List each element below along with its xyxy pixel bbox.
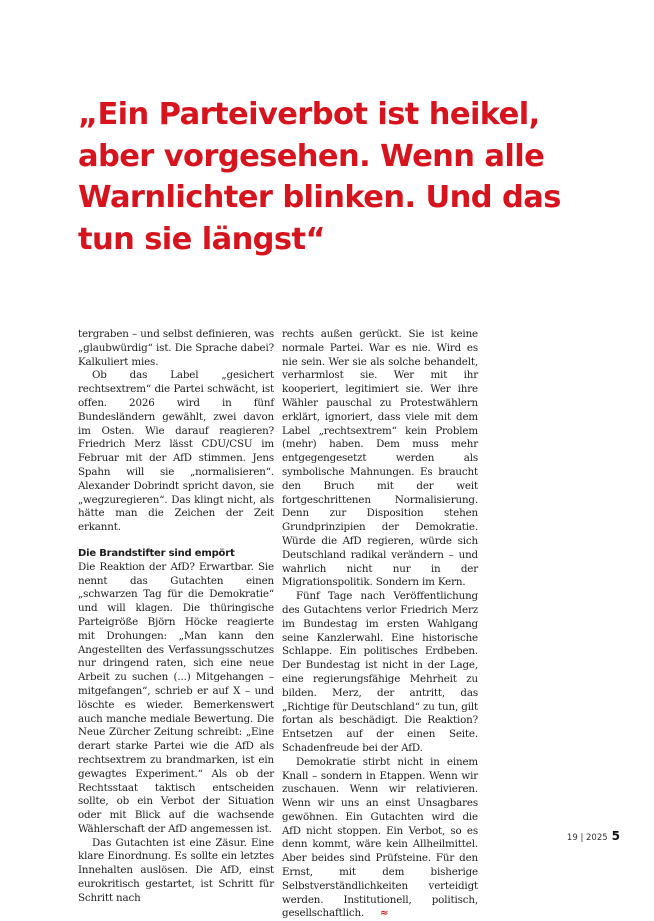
final-paragraph-text: Demokratie stirbt nicht in einem Knall – sondern in Etappen. Wenn wir zuschauen. Wenn wir relativieren. Wenn wir uns an einst Unsagbares gewöhnen. Ein Gutachten wird die AfD nicht stoppen. Ein Verbot, so es denn kommt, wäre kein Allheilmittel. Aber beides sind Prüfsteine. Für den Ernst, mit dem bisherige Selbstverständlichkeiten verteidigt werden. Institutionell, politisch, gesellschaftlich. — [282, 755, 478, 920]
body-paragraph: Ob das Label „gesichert rechtsextrem“ die Partei schwächt, ist offen. 2026 wird in fünf Bundesländern gewählt, zwei davon im Osten. Wie darauf reagieren? Friedrich Merz lässt CDU/CSU im Februar mit der AfD stimmen. Jens Spahn will sie „normalisieren“. Alexander Dobrindt spricht davon, sie „wegzuregieren“. Das klingt nicht, als hätte man die Zeichen der Zeit erkannt. — [78, 369, 274, 534]
body-paragraph: Die Reaktion der AfD? Erwartbar. Sie nennt das Gutachten einen „schwarzen Tag für die Demokratie“ und will klagen. Die thüringische Parteigröße Björn Höcke reagierte mit Drohungen: „Man kann den Angestellten des Verfassungsschutzes nur dringend raten, sich eine neue Arbeit zu suchen (...) Mitgehangen – mitgefangen“, schrieb er auf X – und löschte es wieder. Bemerkenswert auch manche mediale Bewertung. Die Neue Zürcher Zeitung schreibt: „Eine derart starke Partei wie die AfD als rechtsextrem zu brandmarken, ist ein gewagtes Experiment.“ Als ob der Rechtsstaat taktisch entscheiden sollte, ob ein Verbot der Situation oder mit Blick auf die wachsende Wählerschaft der AfD angemessen ist. — [78, 560, 274, 835]
page-footer — [567, 829, 620, 843]
issue-number: 19 | 2025 — [566, 833, 608, 843]
end-mark-icon: ≈ — [380, 908, 389, 920]
article-column-right — [282, 328, 478, 921]
body-paragraph: tergraben – und selbst definieren, was „glaubwürdig“ ist. Die Sprache dabei? Kalkuliert mies. — [78, 328, 274, 368]
body-paragraph: rechts außen gerückt. Sie ist keine normale Partei. War es nie. Wird es nie sein. Wer sie als solche behandelt, verharmlost sie. Wer mit ihr kooperiert, legitimiert sie. Wer ihre Wähler pauschal zu Protestwählern erklärt, ignoriert, dass viele mit dem Label „rechtsextrem“ kein Problem (mehr) haben. Dem muss mehr entgegengesetzt werden als symbolische Mahnungen. Es braucht den Bruch mit der weit fortgeschrittenen Normalisierung. Denn zur Disposition stehen Grundprinzipien der Demokratie. Würde die AfD regieren, würde sich Deutschland radikal verändern – und wahrlich nicht nur in der Migrationspolitik. Sondern im Kern. — [282, 328, 478, 589]
paragraph-gap — [78, 535, 274, 547]
section-subheading: Die Brandstifter sind empört — [78, 547, 235, 559]
article-column-left — [78, 328, 274, 906]
body-paragraph: Fünf Tage nach Veröffentlichung des Gutachtens verlor Friedrich Merz im Bundestag im ersten Wahlgang seine Kanzlerwahl. Eine historische Schlappe. Ein politisches Erdbeben. Der Bundestag ist nicht in der Lage, eine regierungsfähige Mehrheit zu bilden. Merz, der antritt, das „Richtige für Deutschland“ zu tun, gilt fortan als beschädigt. Die Reaktion? Entsetzen auf der einen Seite. Schadenfreude bei der AfD. — [282, 590, 478, 754]
pull-quote: „Ein Parteiverbot ist heikel, aber vorgesehen. Wenn alle Warnlichter blinken. Und das tun sie längst“ — [78, 97, 561, 257]
page-number: 5 — [611, 829, 620, 843]
body-paragraph: Das Gutachten ist eine Zäsur. Eine klare Einordnung. Es sollte ein letztes Innehalten auslösen. Die AfD, einst eurokritisch gestartet, ist Schritt für Schritt nach — [78, 836, 274, 904]
body-paragraph — [282, 756, 478, 921]
